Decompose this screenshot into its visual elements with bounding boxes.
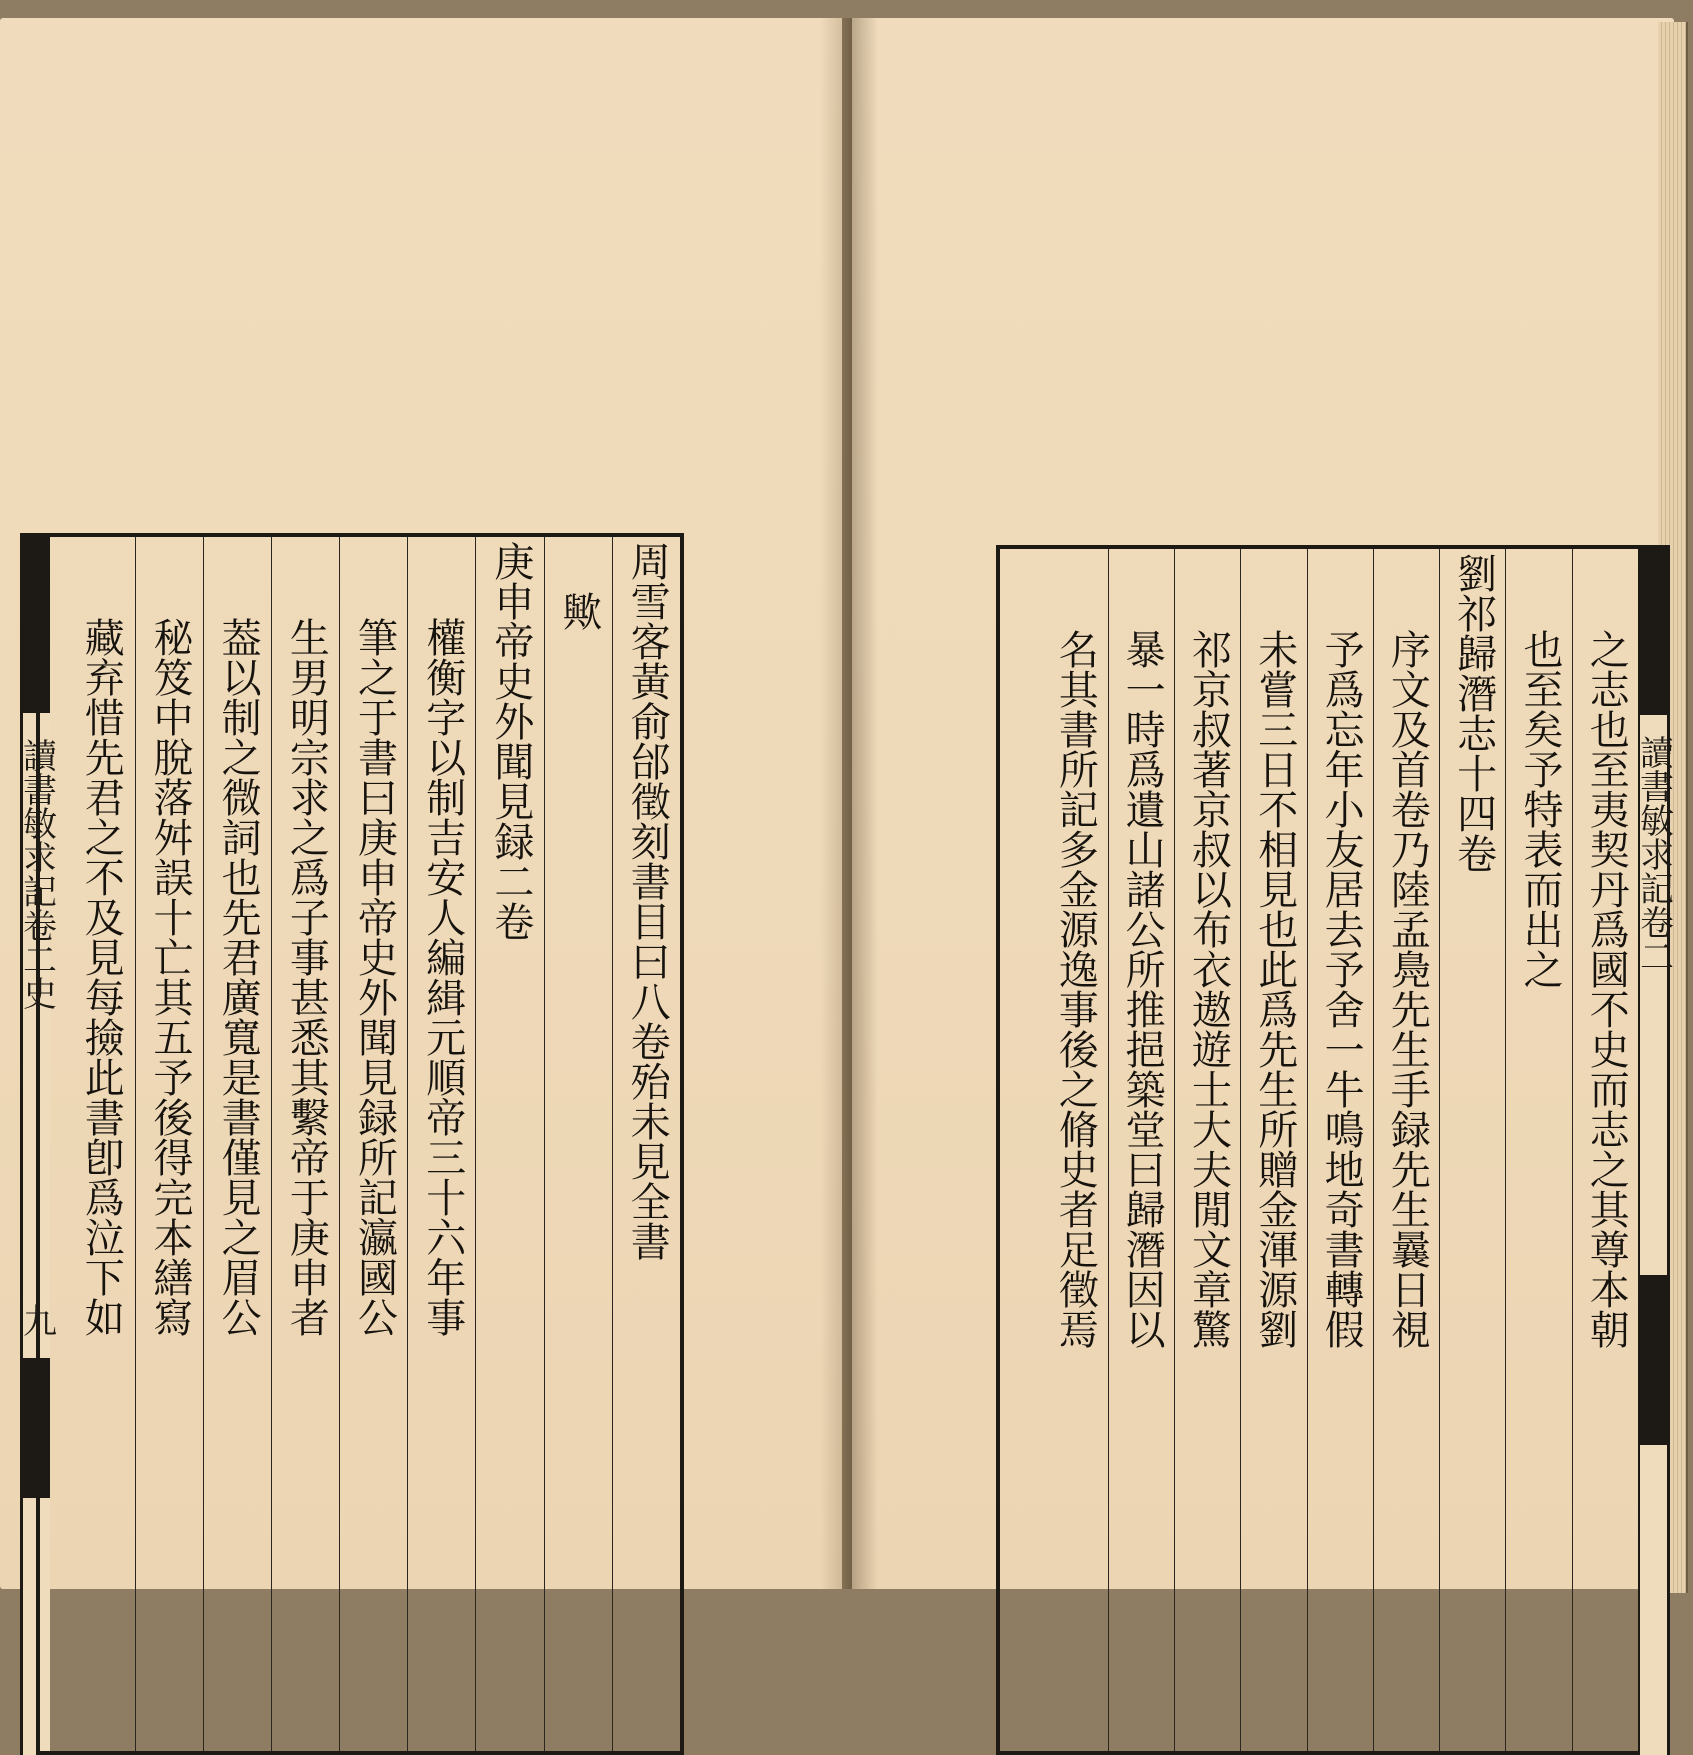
right-column-8: 暴一時爲遺山諸公所推挹築堂曰歸潛因以 — [1108, 549, 1174, 1751]
left-column-2: 歟 — [544, 537, 612, 1751]
left-column-5: 筆之于書曰庚申帝史外聞見録所記瀛國公 — [339, 537, 407, 1751]
gutter-shadow-right — [852, 18, 878, 1589]
right-banxin-title: 讀書敏求記卷二 — [1633, 735, 1674, 973]
left-column-7: 葢以制之微詞也先君廣寬是書僅見之眉公 — [203, 537, 271, 1751]
right-column-9: 名其書所記多金源逸事後之脩史者足徵焉 — [1052, 629, 1099, 1349]
left-page-number: 九 — [16, 1303, 57, 1337]
right-column-4: 序文及首卷乃陸孟鳧先生手録先生曩日視 — [1373, 549, 1439, 1751]
left-column-1: 周雪客黃俞邰徵刻書目曰八卷殆未見全書 — [612, 537, 680, 1751]
left-column-4: 權衡字以制吉安人編緝元順帝三十六年事 — [407, 537, 475, 1751]
right-fishtail-top — [1640, 545, 1667, 715]
right-banxin — [1633, 545, 1674, 1755]
right-column-1: 之志也至夷契丹爲國不史而志之其尊本朝 — [1572, 549, 1638, 1751]
right-text-frame — [996, 545, 1642, 1755]
right-fishtail-bottom — [1640, 1275, 1667, 1445]
left-text-frame — [36, 533, 684, 1755]
gutter-shadow-left — [820, 18, 852, 1589]
right-column-6: 未嘗三日不相見也此爲先生所贈金渾源劉 — [1240, 549, 1306, 1751]
left-column-3: 庚申帝史外聞見録二卷 — [475, 537, 543, 1751]
left-column-9: 藏弃惜先君之不及見每撿此書卽爲泣下如 — [78, 617, 125, 1337]
left-banxin-title: 讀書敏求記卷二史 — [16, 738, 57, 1010]
left-column-8: 秘笈中脫落舛誤十亡其五予後得完本繕寫 — [135, 537, 203, 1751]
right-column-7: 祁京叔著京叔以布衣遨遊士大夫閒文章驚 — [1174, 549, 1240, 1751]
right-column-2: 也至矣予特表而出之 — [1505, 549, 1571, 1751]
right-column-5: 予爲忘年小友居去予舍一牛鳴地奇書轉假 — [1307, 549, 1373, 1751]
right-column-3: 劉祁歸潛志十四卷 — [1439, 549, 1505, 1751]
left-column-6: 生男明宗求之爲子事甚悉其繫帝于庚申者 — [271, 537, 339, 1751]
